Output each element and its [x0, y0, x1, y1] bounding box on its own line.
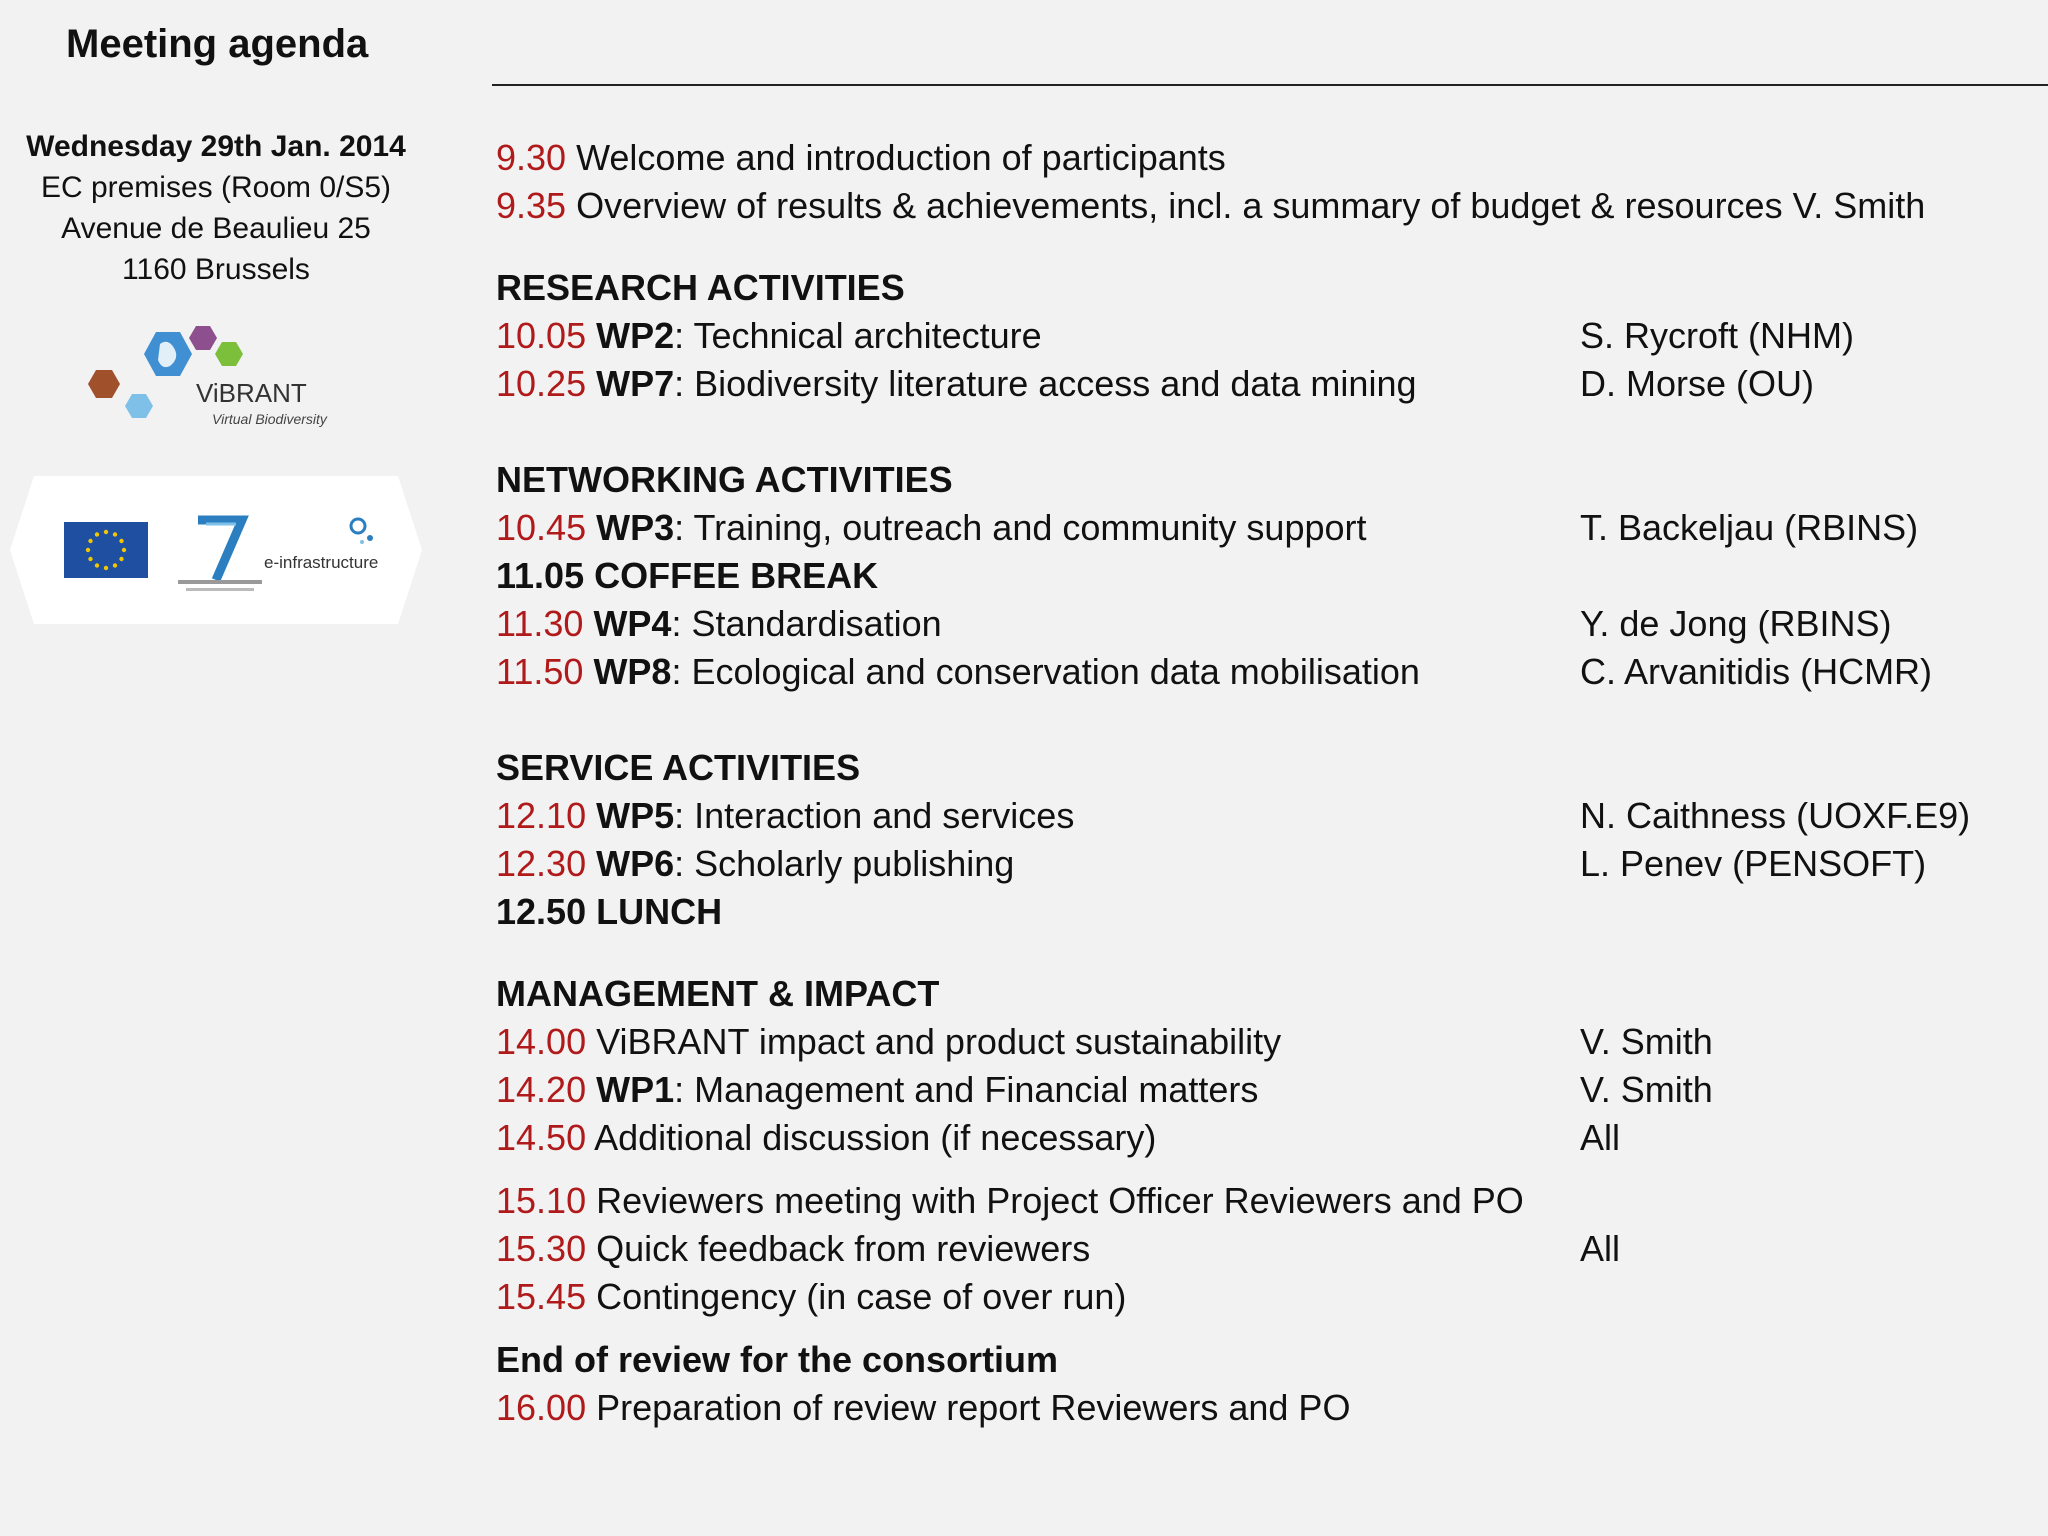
agenda-time: 10.45: [496, 507, 587, 548]
hex-green-icon: [215, 342, 243, 366]
page-title: Meeting agenda: [66, 22, 369, 66]
presenter: V. Smith: [1580, 1069, 1713, 1110]
agenda-time: 9.35: [496, 185, 567, 226]
agenda-item: [496, 312, 2036, 360]
agenda-text: ViBRANT impact and product sustainability: [586, 1021, 1282, 1062]
agenda-text: Reviewers meeting with Project Officer Reviewers and PO: [586, 1180, 1524, 1221]
section-heading-research: RESEARCH ACTIVITIES: [496, 267, 905, 308]
agenda-time: 15.10: [496, 1180, 587, 1221]
agenda-item: [496, 360, 2036, 408]
agenda-text: Preparation of review report Reviewers and PO: [586, 1387, 1351, 1428]
vibrant-tagline: Virtual Biodiversity: [212, 411, 327, 427]
agenda-time: 12.30: [496, 843, 587, 884]
agenda-text: : Training, outreach and community support: [674, 507, 1367, 548]
section-heading-end: End of review for the consortium: [496, 1339, 1059, 1380]
coffee-break: 11.05 COFFEE BREAK: [496, 555, 879, 596]
meeting-date: Wednesday 29th Jan. 2014: [26, 130, 406, 163]
funder-logos-banner: [10, 476, 422, 624]
section-heading-service: SERVICE ACTIVITIES: [496, 747, 861, 788]
agenda-time: 9.30: [496, 137, 567, 178]
section-heading-networking: NETWORKING ACTIVITIES: [496, 459, 953, 500]
agenda-item: [496, 504, 2036, 552]
agenda-item: [496, 840, 2036, 888]
presenter: D. Morse (OU): [1580, 363, 1814, 404]
agenda-text: : Ecological and conservation data mobilisation: [671, 651, 1420, 692]
work-package: WP2: [596, 315, 675, 356]
lunch-break: 12.50 LUNCH: [496, 891, 723, 932]
agenda-text: Contingency (in case of over run): [586, 1276, 1127, 1317]
agenda-time: 10.05: [496, 315, 587, 356]
agenda-text: : Technical architecture: [674, 315, 1042, 356]
venue-city: 1160 Brussels: [122, 253, 310, 286]
section-heading-management: MANAGEMENT & IMPACT: [496, 973, 940, 1014]
agenda-time: 15.30: [496, 1228, 587, 1269]
agenda-item: [496, 1384, 2036, 1432]
venue-street: Avenue de Beaulieu 25: [61, 212, 371, 245]
agenda-text: Quick feedback from reviewers: [586, 1228, 1091, 1269]
venue-info: [0, 126, 432, 290]
agenda-item: [496, 134, 2036, 182]
presenter: T. Backeljau (RBINS): [1580, 507, 1919, 548]
venue-room: EC premises (Room 0/S5): [40, 171, 392, 204]
vibrant-logo: [86, 320, 346, 440]
hex-brown-icon: [88, 370, 120, 398]
agenda-text: Welcome and introduction of participants: [566, 137, 1226, 178]
agenda-item: [496, 1066, 2036, 1114]
presenter: C. Arvanitidis (HCMR): [1580, 651, 1933, 692]
agenda-time: 11.50: [496, 651, 584, 692]
agenda-item: [496, 1177, 2036, 1225]
e-infrastructure-label: e-infrastructure: [264, 553, 379, 572]
agenda-text: : Management and Financial matters: [674, 1069, 1259, 1110]
agenda: [496, 134, 2036, 1432]
agenda-time: 16.00: [496, 1387, 587, 1428]
work-package: WP8: [593, 651, 672, 692]
agenda-item: [496, 1225, 2036, 1273]
work-package: WP6: [596, 843, 675, 884]
agenda-item: [496, 1114, 2036, 1162]
agenda-text: : Interaction and services: [674, 795, 1075, 836]
agenda-time: 10.25: [496, 363, 587, 404]
agenda-time: 14.00: [496, 1021, 587, 1062]
agenda-item: [496, 600, 2036, 648]
work-package: WP5: [596, 795, 675, 836]
agenda-item: [496, 182, 2036, 230]
agenda-time: 15.45: [496, 1276, 587, 1317]
work-package: WP1: [596, 1069, 675, 1110]
hex-lightblue-icon: [125, 394, 153, 418]
work-package: WP3: [596, 507, 675, 548]
agenda-item: [496, 792, 2036, 840]
presenter: L. Penev (PENSOFT): [1580, 843, 1927, 884]
agenda-item: [496, 1018, 2036, 1066]
presenter: All: [1580, 1117, 1621, 1158]
agenda-time: 14.50: [496, 1117, 587, 1158]
agenda-text: : Standardisation: [671, 603, 942, 644]
agenda-time: 12.10: [496, 795, 587, 836]
presenter: S. Rycroft (NHM): [1580, 315, 1854, 356]
title-divider: [492, 84, 2048, 86]
agenda-text: : Scholarly publishing: [674, 843, 1015, 884]
agenda-text: Additional discussion (if necessary): [586, 1117, 1157, 1158]
vibrant-wordmark: ViBRANT: [196, 378, 307, 408]
agenda-item: [496, 648, 2036, 696]
work-package: WP4: [593, 603, 672, 644]
hex-purple-icon: [189, 326, 217, 350]
presenter: N. Caithness (UOXF.E9): [1580, 795, 1971, 836]
agenda-time: 14.20: [496, 1069, 587, 1110]
agenda-text: Overview of results & achievements, incl. a summary of budget & resources V. Smith: [566, 185, 1926, 226]
presenter: All: [1580, 1228, 1621, 1269]
work-package: WP7: [596, 363, 675, 404]
presenter: Y. de Jong (RBINS): [1580, 603, 1892, 644]
agenda-time: 11.30: [496, 603, 584, 644]
presenter: V. Smith: [1580, 1021, 1713, 1062]
agenda-item: [496, 1273, 2036, 1321]
agenda-text: : Biodiversity literature access and data mining: [674, 363, 1417, 404]
